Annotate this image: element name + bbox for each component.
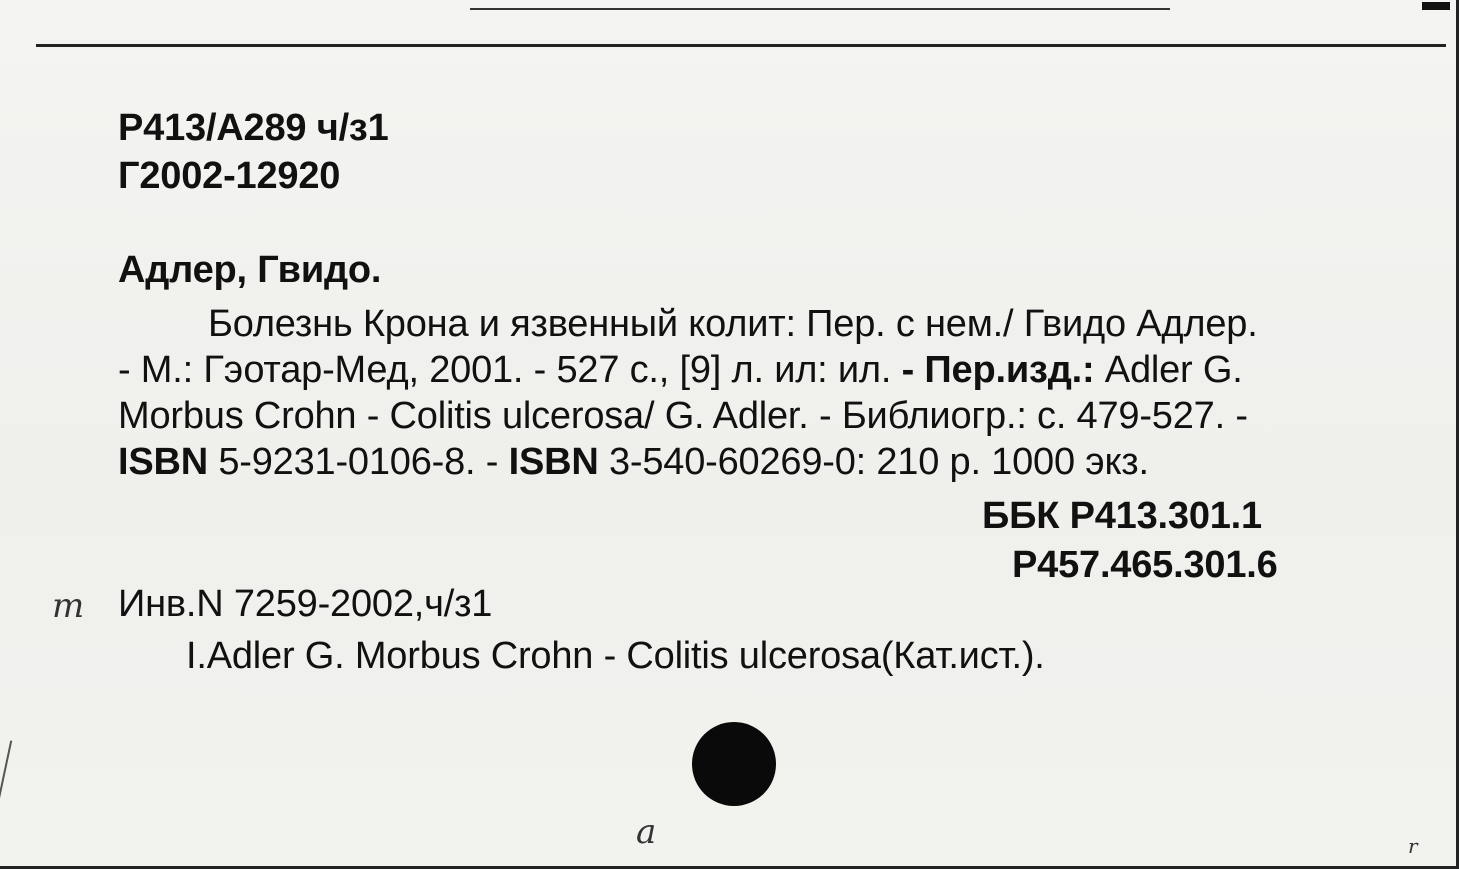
punch-hole xyxy=(692,722,776,806)
corner-mark xyxy=(1422,2,1450,10)
imprint-text: - М.: Гэотар-Мед, 2001. - 527 с., [9] л. ил: ил. xyxy=(118,349,902,391)
bbk-code-2: Р457.465.301.6 xyxy=(1012,544,1278,586)
shelfmark: Р413/А289 ч/з1 xyxy=(118,107,389,149)
handwritten-corner-mark: r xyxy=(1408,834,1418,858)
author-heading: Адлер, Гвидо. xyxy=(118,249,382,291)
description-line-4 xyxy=(118,440,1149,484)
description-line-2 xyxy=(118,348,1243,392)
original-author: Adler G. xyxy=(1094,349,1243,391)
isbn-value-1: 5-9231-0106-8. - xyxy=(208,441,509,483)
added-entry: I.Adler G. Morbus Crohn - Colitis ulcerosa(Кат.ист.). xyxy=(186,635,1045,677)
bbk-code-1: ББК Р413.301.1 xyxy=(982,495,1262,537)
description-line-3: Morbus Crohn - Colitis ulcerosa/ G. Adler. - Библиогр.: с. 479-527. - xyxy=(118,395,1248,437)
isbn-label-1: ISBN xyxy=(118,441,208,483)
isbn-label-2: ISBN xyxy=(508,441,599,483)
header-rule xyxy=(36,44,1446,47)
registration-number: Г2002-12920 xyxy=(118,155,341,197)
scratch-mark xyxy=(0,740,12,799)
description-line-1: Болезнь Крона и язвенный колит: Пер. с нем./ Гвидо Адлер. xyxy=(208,303,1258,345)
original-edition-label: - Пер.изд.: xyxy=(901,349,1095,391)
handwritten-initial: a xyxy=(636,812,657,852)
inventory-number: Инв.N 7259-2002,ч/з1 xyxy=(118,583,493,625)
isbn-value-2: 3-540-60269-0: 210 р. 1000 экз. xyxy=(598,441,1149,483)
handwritten-mark: m xyxy=(52,586,85,626)
top-rule xyxy=(470,8,1170,10)
